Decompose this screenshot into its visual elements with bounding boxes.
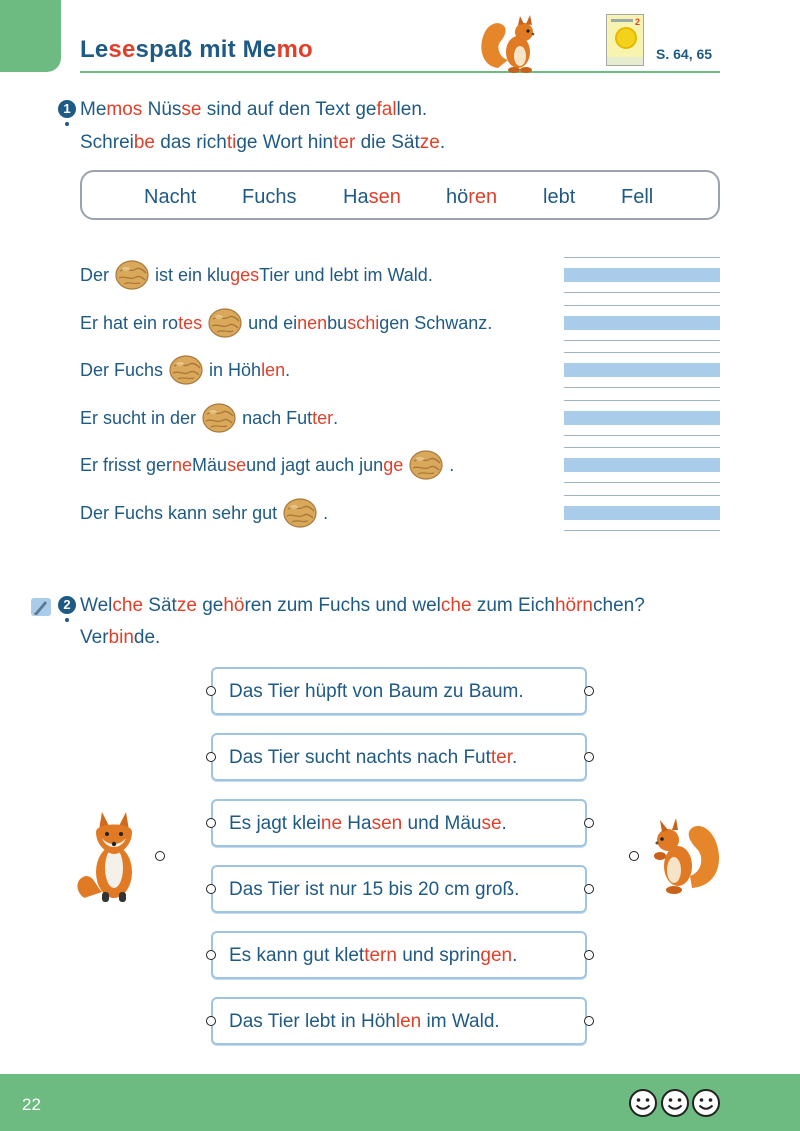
word-bank-item: hören: [446, 186, 498, 208]
sentence-text-before: Der: [80, 264, 110, 285]
sentence-text-before: Der Fuchs kann sehr gut: [80, 502, 278, 523]
match-sentence-text: Das Tier lebt in Höhlen im Wald.: [229, 1011, 500, 1032]
title-underline: [80, 71, 720, 73]
match-sentence-text: Das Tier ist nur 15 bis 20 cm groß.: [229, 879, 520, 900]
word-bank-item: lebt: [543, 186, 576, 208]
nut-icon: [408, 449, 444, 481]
word-bank-item: Nacht: [144, 186, 197, 208]
word-bank: [80, 170, 720, 220]
task-number-2: 2: [58, 596, 76, 614]
smiley-icon[interactable]: [660, 1088, 690, 1118]
page-footer: [0, 1074, 800, 1131]
task1-instruction-line1: Memos Nüsse sind auf den Text gefallen.: [80, 99, 428, 120]
gap-sentence: [80, 497, 328, 529]
answer-line[interactable]: [564, 400, 720, 436]
right-connect-dot[interactable]: [584, 752, 594, 762]
sentence-text-after: .: [323, 502, 329, 523]
word-bank-item: Fuchs: [242, 186, 297, 208]
sentence-text-before: Der Fuchs: [80, 359, 164, 380]
corner-tab: [0, 0, 61, 72]
gap-sentence: [80, 259, 433, 291]
page-title: Lesespaß mit Memo: [80, 36, 313, 63]
nut-icon: [201, 402, 237, 434]
squirrel-icon: [478, 12, 544, 74]
match-sentence-box: [211, 931, 587, 979]
sentence-text-after: nach Futter.: [242, 407, 339, 428]
left-connect-dot[interactable]: [206, 884, 216, 894]
match-sentence-text: Es kann gut klettern und springen.: [229, 945, 518, 966]
nut-icon: [282, 497, 318, 529]
match-sentence-text: Es jagt kleine Hasen und Mäuse.: [229, 813, 507, 834]
sentence-text-after: und einenbuschigen Schwanz.: [248, 312, 493, 333]
nut-icon: [114, 259, 150, 291]
answer-line[interactable]: [564, 352, 720, 388]
answer-line[interactable]: [564, 495, 720, 531]
fox-icon: [74, 806, 154, 906]
match-sentence-text: Das Tier sucht nachts nach Futter.: [229, 747, 518, 768]
match-sentence-box: [211, 799, 587, 847]
pencil-icon: [31, 598, 51, 616]
nut-icon: [207, 307, 243, 339]
word-bank-item: Hasen: [343, 186, 401, 208]
match-sentence-box: [211, 733, 587, 781]
sentence-text-after: .: [449, 454, 455, 475]
left-connect-dot[interactable]: [206, 686, 216, 696]
answer-line[interactable]: [564, 305, 720, 341]
right-connect-dot[interactable]: [584, 686, 594, 696]
answer-line[interactable]: [564, 447, 720, 483]
gap-sentence: [80, 354, 290, 386]
left-connect-dot[interactable]: [206, 1016, 216, 1026]
book-cover-icon: [606, 14, 644, 66]
page-reference: S. 64, 65: [656, 46, 713, 62]
sentence-text-before: Er sucht in der: [80, 407, 197, 428]
sentence-text-after: in Höhlen.: [209, 359, 291, 380]
answer-line[interactable]: [564, 257, 720, 293]
gap-sentence: [80, 449, 454, 481]
match-sentence-box: [211, 865, 587, 913]
smiley-icon[interactable]: [691, 1088, 721, 1118]
right-connect-dot[interactable]: [584, 1016, 594, 1026]
right-connect-dot[interactable]: [584, 950, 594, 960]
task2-instruction-line2: Verbinde.: [80, 627, 161, 648]
task2-instruction-line1: Welche Sätze gehören zum Fuchs und welche zum Eichhörnchen?: [80, 595, 645, 616]
right-connect-dot[interactable]: [584, 818, 594, 828]
page-number: 22: [22, 1095, 41, 1114]
left-connect-dot[interactable]: [206, 818, 216, 828]
squirrel-connect-dot[interactable]: [629, 851, 639, 861]
match-sentence-text: Das Tier hüpft von Baum zu Baum.: [229, 681, 524, 702]
word-bank-item: Fell: [621, 186, 654, 208]
sentence-text-after: ist ein klugesTier und lebt im Wald.: [155, 264, 433, 285]
match-sentence-box: [211, 997, 587, 1045]
task-number-1: 1: [58, 100, 76, 118]
nut-icon: [168, 354, 204, 386]
book-number: 2: [634, 17, 640, 27]
fox-connect-dot[interactable]: [155, 851, 165, 861]
sentence-text-before: Er hat ein rotes: [80, 312, 203, 333]
gap-sentence: [80, 307, 492, 339]
right-connect-dot[interactable]: [584, 884, 594, 894]
smiley-icon[interactable]: [628, 1088, 658, 1118]
task1-instruction-line2: Schreibe das richtige Wort hinter die Sätze.: [80, 132, 446, 153]
left-connect-dot[interactable]: [206, 752, 216, 762]
left-connect-dot[interactable]: [206, 950, 216, 960]
match-sentence-box: [211, 667, 587, 715]
sentence-text-before: Er frisst gerneMäuseund jagt auch junge: [80, 454, 404, 475]
squirrel-icon: [646, 812, 724, 896]
gap-sentence: [80, 402, 338, 434]
